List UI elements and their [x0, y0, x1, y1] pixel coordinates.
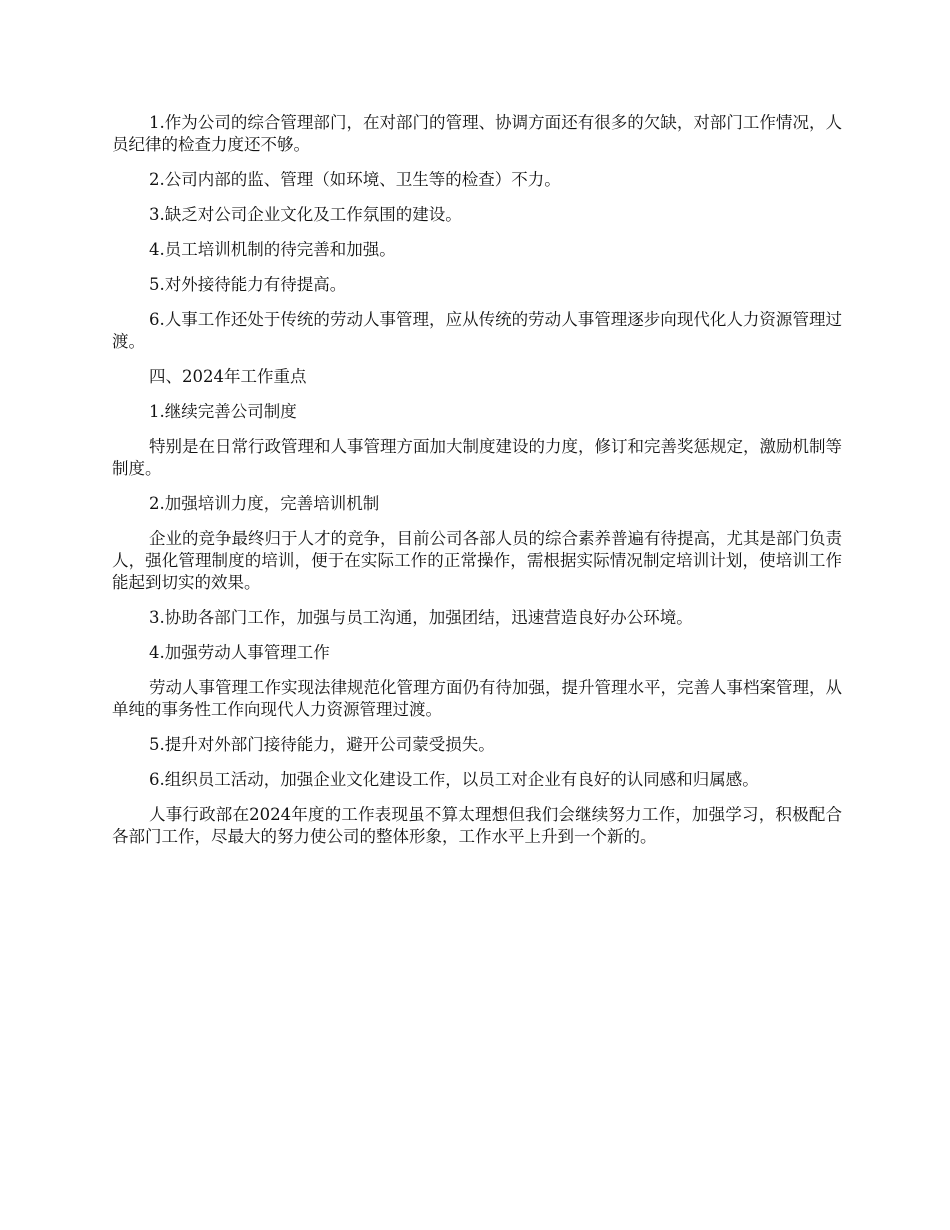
- priority-1-heading: 1.继续完善公司制度: [149, 402, 297, 421]
- priority-4-heading: 4.加强劳动人事管理工作: [149, 643, 330, 662]
- priority-6: 6.组织员工活动，加强企业文化建设工作，以员工对企业有良好的认同感和归属感。: [149, 770, 759, 789]
- document-body: [112, 112, 842, 861]
- closing-paragraph: 人事行政部在2024年度的工作表现虽不算太理想但我们会继续努力工作，加强学习，积极配合各部门工作，尽最大的努力使公司的整体形象，工作水平上升到一个新的。: [112, 805, 842, 846]
- priority-2-heading: 2.加强培训力度，完善培训机制: [149, 494, 380, 513]
- priority-2-body: 企业的竞争最终归于人才的竞争，目前公司各部人员的综合素养普遍有待提高，尤其是部门负责人，强化管理制度的培训，便于在实际工作的正常操作，需根据实际情况制定培训计划，使培训工作能起到切实的效果。: [112, 529, 842, 592]
- paragraph-weakness-2: 2.公司内部的监、管理（如环境、卫生等的检查）不力。: [149, 170, 561, 189]
- paragraph-weakness-3: 3.缺乏对公司企业文化及工作氛围的建设。: [149, 205, 462, 224]
- paragraph-weakness-6: 6.人事工作还处于传统的劳动人事管理，应从传统的劳动人事管理逐步向现代化人力资源管理过渡。: [112, 310, 842, 351]
- priority-3: 3.协助各部门工作，加强与员工沟通，加强团结，迅速营造良好办公环境。: [149, 608, 693, 627]
- paragraph-weakness-1: 1.作为公司的综合管理部门，在对部门的管理、协调方面还有很多的欠缺，对部门工作情况，人员纪律的检查力度还不够。: [112, 113, 842, 154]
- section-heading-priorities: 四、2024年工作重点: [149, 367, 307, 386]
- priority-1-body: 特别是在日常行政管理和人事管理方面加大制度建设的力度，修订和完善奖惩规定，激励机制等制度。: [112, 437, 842, 478]
- paragraph-weakness-4: 4.员工培训机制的待完善和加强。: [149, 240, 396, 259]
- paragraph-weakness-5: 5.对外接待能力有待提高。: [149, 275, 347, 294]
- priority-4-body: 劳动人事管理工作实现法律规范化管理方面仍有待加强，提升管理水平，完善人事档案管理，从单纯的事务性工作向现代人力资源管理过渡。: [112, 678, 842, 719]
- priority-5: 5.提升对外部门接待能力，避开公司蒙受损失。: [149, 735, 495, 754]
